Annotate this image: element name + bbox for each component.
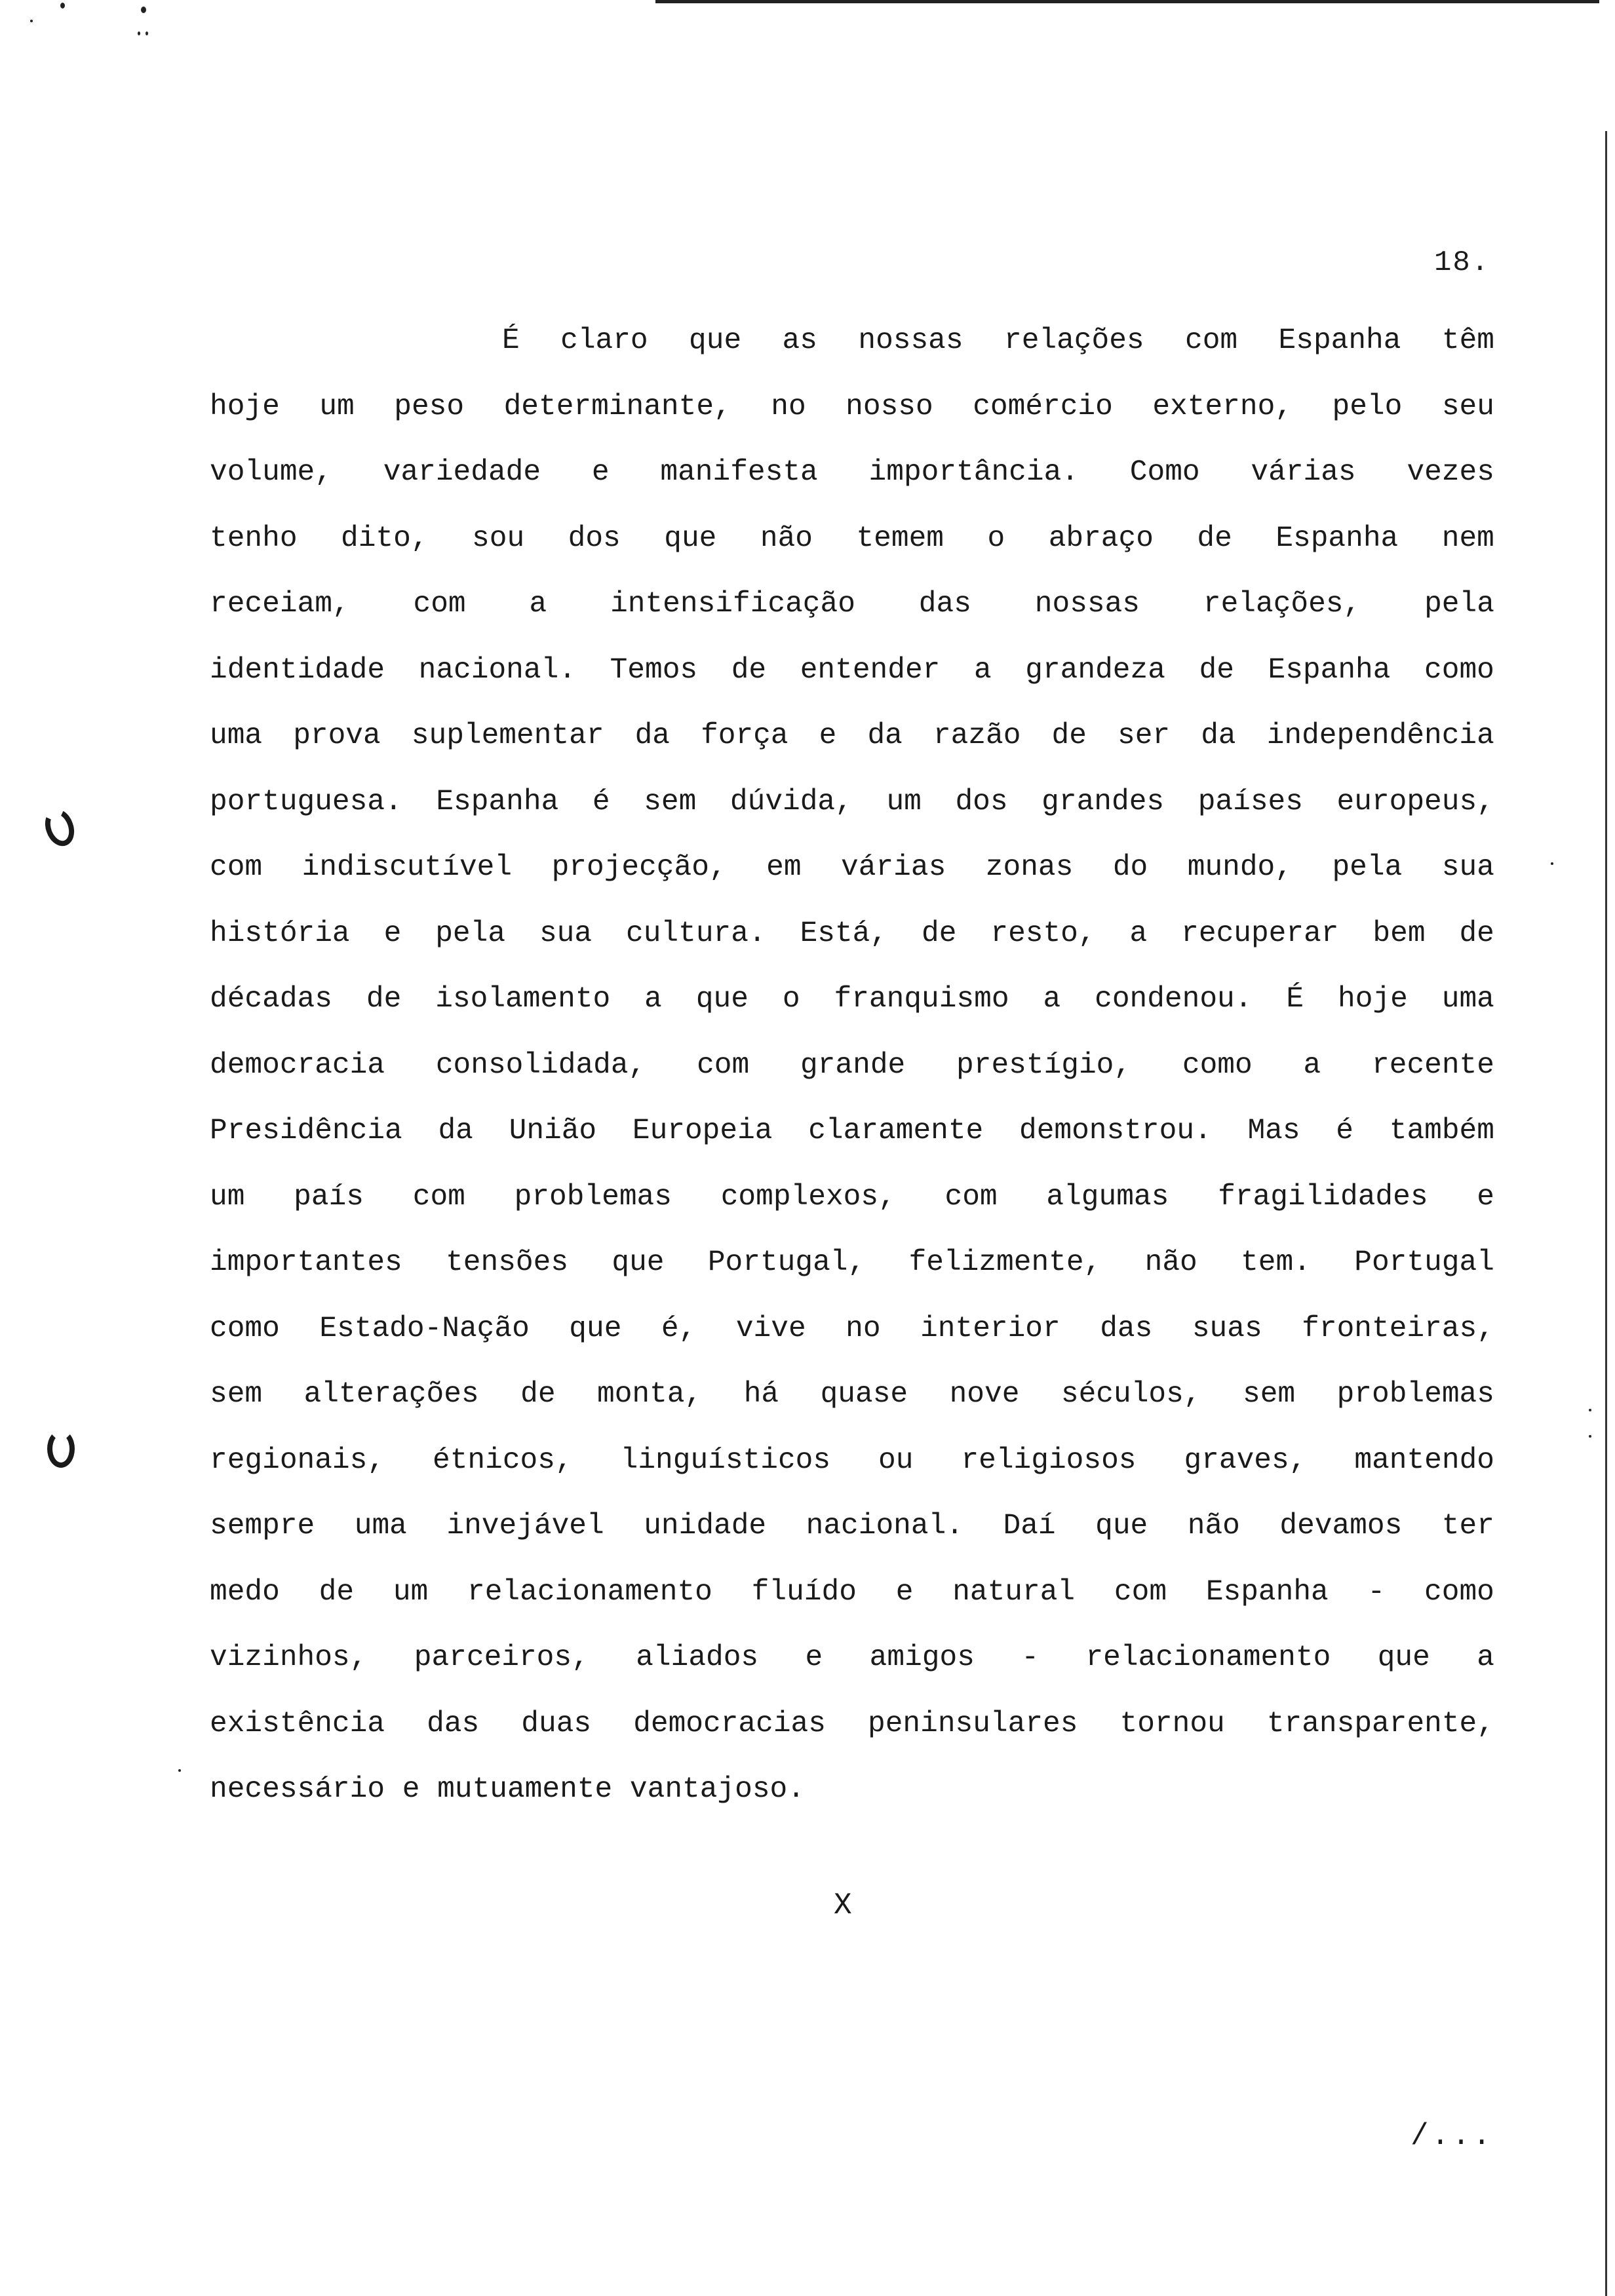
paragraph-line: décadas de isolamento a que o franquismo a condenou. É hoje uma [210,983,1494,1016]
scan-speck [1589,1435,1591,1438]
paragraph-line: medo de um relacionamento fluído e natural com Espanha - como [210,1575,1494,1609]
paragraph-line: democracia consolidada, com grande prestígio, como a recente [210,1048,1494,1082]
paragraph-line: identidade nacional. Temos de entender a grandeza de Espanha como [210,653,1494,687]
scan-speck [30,20,33,22]
paragraph-line: vizinhos, parceiros, aliados e amigos - relacionamento que a [210,1641,1494,1674]
paragraph-line: É claro que as nossas relações com Espanha têm [502,324,1494,357]
punch-hole-mark [40,805,79,851]
scan-speck [60,3,65,9]
top-edge-rule [655,0,1599,3]
paragraph-line: com indiscutível projecção, em várias zonas do mundo, pela sua [210,851,1494,884]
body-paragraph [210,308,1494,1823]
paragraph-line: sem alterações de monta, há quase nove séculos, sem problemas [210,1378,1494,1411]
paragraph-line: receiam, com a intensificação das nossas relações, pela [210,588,1494,621]
paragraph-line: necessário e mutuamente vantajoso. [210,1773,805,1806]
paragraph-line: volume, variedade e manifesta importância. Como várias vezes [210,456,1494,489]
paragraph-line: importantes tensões que Portugal, felizmente, não tem. Portugal [210,1246,1494,1279]
page-number: 18. [1434,246,1490,279]
paragraph-line: sempre uma invejável unidade nacional. Daí que não devamos ter [210,1510,1494,1542]
scan-speck [146,31,148,35]
paragraph-line: história e pela sua cultura. Está, de resto, a recuperar bem de [210,917,1494,950]
scan-speck [1551,862,1553,865]
paragraph-line: como Estado-Nação que é, vive no interior das suas fronteiras, [210,1312,1494,1345]
scan-speck [141,7,146,13]
paragraph-line: portuguesa. Espanha é sem dúvida, um dos grandes países europeus, [210,785,1494,818]
scan-speck [178,1769,181,1772]
paragraph-line: Presidência da União Europeia claramente demonstrou. Mas é também [210,1115,1494,1147]
end-marker: X [834,1888,852,1923]
paragraph-line: regionais, étnicos, linguísticos ou religiosos graves, mantendo [210,1444,1494,1477]
scan-speck [138,31,140,35]
right-edge-rule [1605,131,1607,2296]
continuation-marker: /... [1411,2119,1494,2153]
paragraph-line: tenho dito, sou dos que não temem o abraço de Espanha nem [210,522,1494,555]
paragraph-line: um país com problemas complexos, com algumas fragilidades e [210,1180,1494,1214]
paragraph-line: existência das duas democracias peninsulares tornou transparente, [210,1707,1494,1740]
paragraph-line: hoje um peso determinante, no nosso comércio externo, pelo seu [210,390,1494,423]
punch-hole-mark [47,1430,75,1468]
paragraph-line: uma prova suplementar da força e da razão de ser da independência [210,719,1494,752]
scan-speck [1589,1409,1591,1411]
